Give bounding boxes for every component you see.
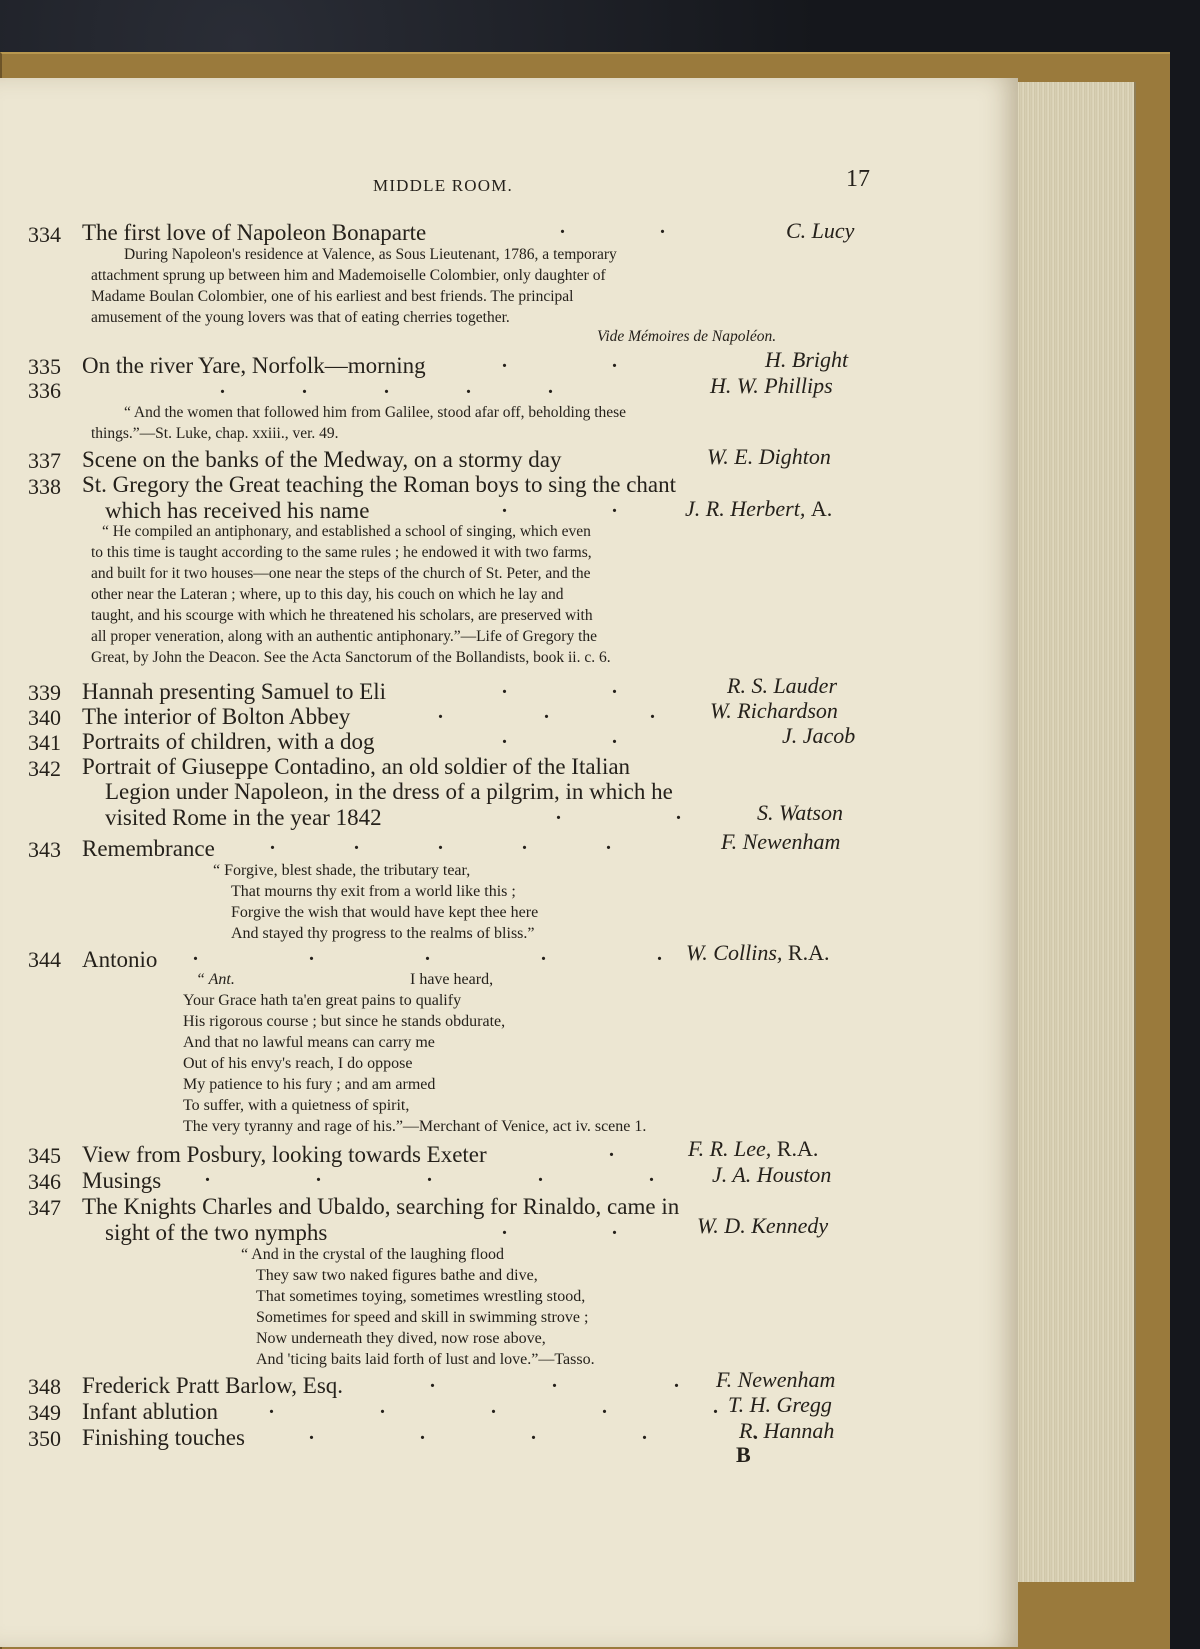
verse-line: “ And in the crystal of the laughing flood <box>241 1246 505 1263</box>
leader-dots: . . <box>502 350 617 372</box>
leader-dots: . . <box>502 726 617 748</box>
entry-title-continued: sight of the two nymphs <box>105 1220 328 1245</box>
entry-number: 343 <box>28 837 61 862</box>
verse-line: That mourns thy exit from a world like this ; <box>231 883 516 900</box>
note-line: “ He compiled an antiphonary, and established a school of singing, which even <box>102 523 591 540</box>
entry-artist: R. Hannah <box>739 1418 835 1443</box>
entry-title: Portraits of children, with a dog <box>82 729 375 754</box>
verse-line: Forgive the wish that would have kept thee here <box>231 904 539 921</box>
leader-dots: . . . . . <box>193 943 662 965</box>
leader-dots: . . <box>502 1217 617 1239</box>
entry-title: Musings <box>82 1168 162 1193</box>
entry-artist: J. R. Herbert, A. <box>685 496 833 521</box>
verse-line: His rigorous course ; but since he stands obdurate, <box>183 1013 506 1030</box>
verse-line: Sometimes for speed and skill in swimming strove ; <box>256 1309 589 1326</box>
verse-line: “ Forgive, blest shade, the tributary tear, <box>213 862 471 879</box>
signature-mark: B <box>736 1442 751 1467</box>
entry-title-continued: which has received his name <box>105 498 370 523</box>
note-line: taught, and his scourge with which he threatened his scholars, are preserved with <box>91 607 593 624</box>
entry-artist: W. D. Kennedy <box>697 1213 829 1238</box>
verse-line: And 'ticing baits laid forth of lust and love.”—Tasso. <box>256 1351 595 1368</box>
entry-artist: J. Jacob <box>782 723 856 748</box>
entry-title-continued: visited Rome in the year 1842 <box>105 805 382 830</box>
entry-number: 337 <box>28 448 61 473</box>
leader-dots: . . <box>556 802 681 824</box>
leader-dots: . . . . . <box>220 376 553 398</box>
entry-artist: H. W. Phillips <box>710 373 833 398</box>
entry-number: 350 <box>28 1426 61 1451</box>
note-line: all proper veneration, along with an authentic antiphonary.”—Life of Gregory the <box>91 628 598 645</box>
verse-line: They saw two naked figures bathe and dive, <box>256 1267 538 1284</box>
verse-line: The very tyranny and rage of his.”—Merchant of Venice, act iv. scene 1. <box>183 1118 647 1135</box>
entry-number: 339 <box>28 680 61 705</box>
leader-dots: . . . <box>438 701 655 723</box>
note-line: attachment sprung up between him and Mademoiselle Colombier, only daughter of <box>91 267 606 284</box>
verse-line: To suffer, with a quietness of spirit, <box>183 1097 410 1114</box>
leader-dots: . . . . . <box>270 832 611 854</box>
entry-title: View from Posbury, looking towards Exeter <box>82 1142 487 1167</box>
note-line: amusement of the young lovers was that of eating cherries together. <box>91 309 510 326</box>
page-edges <box>1010 82 1136 1582</box>
entry-title: Infant ablution <box>82 1399 219 1424</box>
entry-number: 344 <box>28 947 61 972</box>
entry-title: Hannah presenting Samuel to Eli <box>82 679 387 704</box>
entry-artist: W. Collins, R.A. <box>686 940 830 965</box>
entry-title: The Knights Charles and Ubaldo, searching for Rinaldo, came in <box>82 1194 680 1219</box>
entry-artist: H. Bright <box>765 347 849 372</box>
entry-number: 336 <box>28 378 61 403</box>
entry-number: 335 <box>28 354 61 379</box>
entry-number: 341 <box>28 730 61 755</box>
entry-title: Portrait of Giuseppe Contadino, an old soldier of the Italian <box>82 754 631 779</box>
leader-dots: . <box>609 1139 614 1161</box>
verse-line: My patience to his fury ; and am armed <box>183 1076 436 1093</box>
entry-number: 345 <box>28 1143 61 1168</box>
entry-title: Antonio <box>82 947 158 972</box>
note-source: Vide Mémoires de Napoléon. <box>597 328 777 345</box>
note-line: During Napoleon's residence at Valence, as Sous Lieutenant, 1786, a temporary <box>124 246 617 263</box>
verse-line: And that no lawful means can carry me <box>183 1034 435 1051</box>
entry-title: Scene on the banks of the Medway, on a stormy day <box>82 447 562 472</box>
entry-number: 349 <box>28 1400 61 1425</box>
verse-speaker: “ Ant. <box>196 971 235 988</box>
note-line: Great, by John the Deacon. See the Acta Sanctorum of the Bollandists, book ii. c. 6. <box>91 649 611 666</box>
entry-artist: J. A. Houston <box>712 1162 832 1187</box>
page-header-title: MIDDLE ROOM. <box>373 176 514 195</box>
entry-number: 346 <box>28 1169 61 1194</box>
note-line: Madame Boulan Colombier, one of his earliest and best friends. The principal <box>91 288 574 305</box>
entry-artist: F. Newenham <box>716 1367 836 1392</box>
entry-number: 347 <box>28 1195 61 1220</box>
entry-title: St. Gregory the Great teaching the Roman boys to sing the chant <box>82 472 677 497</box>
note-line: to this time is taught according to the same rules ; he endowed it with two farms, <box>91 544 592 561</box>
note-line: things.”—St. Luke, chap. xxiii., ver. 49. <box>91 425 339 442</box>
entry-artist: S. Watson <box>757 800 843 825</box>
entry-title: The first love of Napoleon Bonaparte <box>82 220 427 245</box>
entry-number: 338 <box>28 474 61 499</box>
leader-dots: . . <box>502 495 617 517</box>
entry-artist: R. S. Lauder <box>727 673 837 698</box>
leader-dots: . . <box>502 676 617 698</box>
leader-dots: . . . . . <box>309 1422 758 1444</box>
entry-title: The interior of Bolton Abbey <box>82 704 351 729</box>
note-line: “ And the women that followed him from Galilee, stood afar off, beholding these <box>124 404 627 421</box>
note-line: and built for it two houses—one near the steps of the church of St. Peter, and the <box>91 565 591 582</box>
verse-line: Out of his envy's reach, I do oppose <box>183 1055 413 1072</box>
entry-number: 340 <box>28 705 61 730</box>
verse-line: Your Grace hath ta'en great pains to qualify <box>183 992 462 1009</box>
verse-line: And stayed thy progress to the realms of bliss.” <box>231 925 535 942</box>
entry-artist: W. E. Dighton <box>707 444 831 469</box>
leader-dots: . . . . . <box>269 1396 718 1418</box>
entry-artist: T. H. Gregg <box>728 1392 832 1417</box>
entry-title: Frederick Pratt Barlow, Esq. <box>82 1373 344 1398</box>
note-line: other near the Lateran ; where, up to this day, his couch on which he lay and <box>91 586 564 603</box>
verse-line: I have heard, <box>410 971 494 988</box>
verse-line: Now underneath they dived, now rose above, <box>256 1330 546 1347</box>
entry-artist: C. Lucy <box>786 218 855 243</box>
entry-artist: W. Richardson <box>710 698 838 723</box>
entry-title: On the river Yare, Norfolk—morning <box>82 353 426 378</box>
entry-number: 348 <box>28 1374 61 1399</box>
entry-title: Remembrance <box>82 836 215 861</box>
entry-number: 334 <box>28 222 61 247</box>
leader-dots: . . . . . <box>205 1164 654 1186</box>
entry-number: 342 <box>28 756 61 781</box>
leader-dots: . . <box>560 216 665 238</box>
entry-title: Finishing touches <box>82 1425 245 1450</box>
page-number: 17 <box>846 166 870 192</box>
entry-artist: F. Newenham <box>721 829 841 854</box>
leader-dots: . . . <box>430 1370 679 1392</box>
entry-title-continued: Legion under Napoleon, in the dress of a pilgrim, in which he <box>105 779 673 804</box>
entry-artist: F. R. Lee, R.A. <box>688 1136 819 1161</box>
verse-line: That sometimes toying, sometimes wrestling stood, <box>256 1288 586 1305</box>
